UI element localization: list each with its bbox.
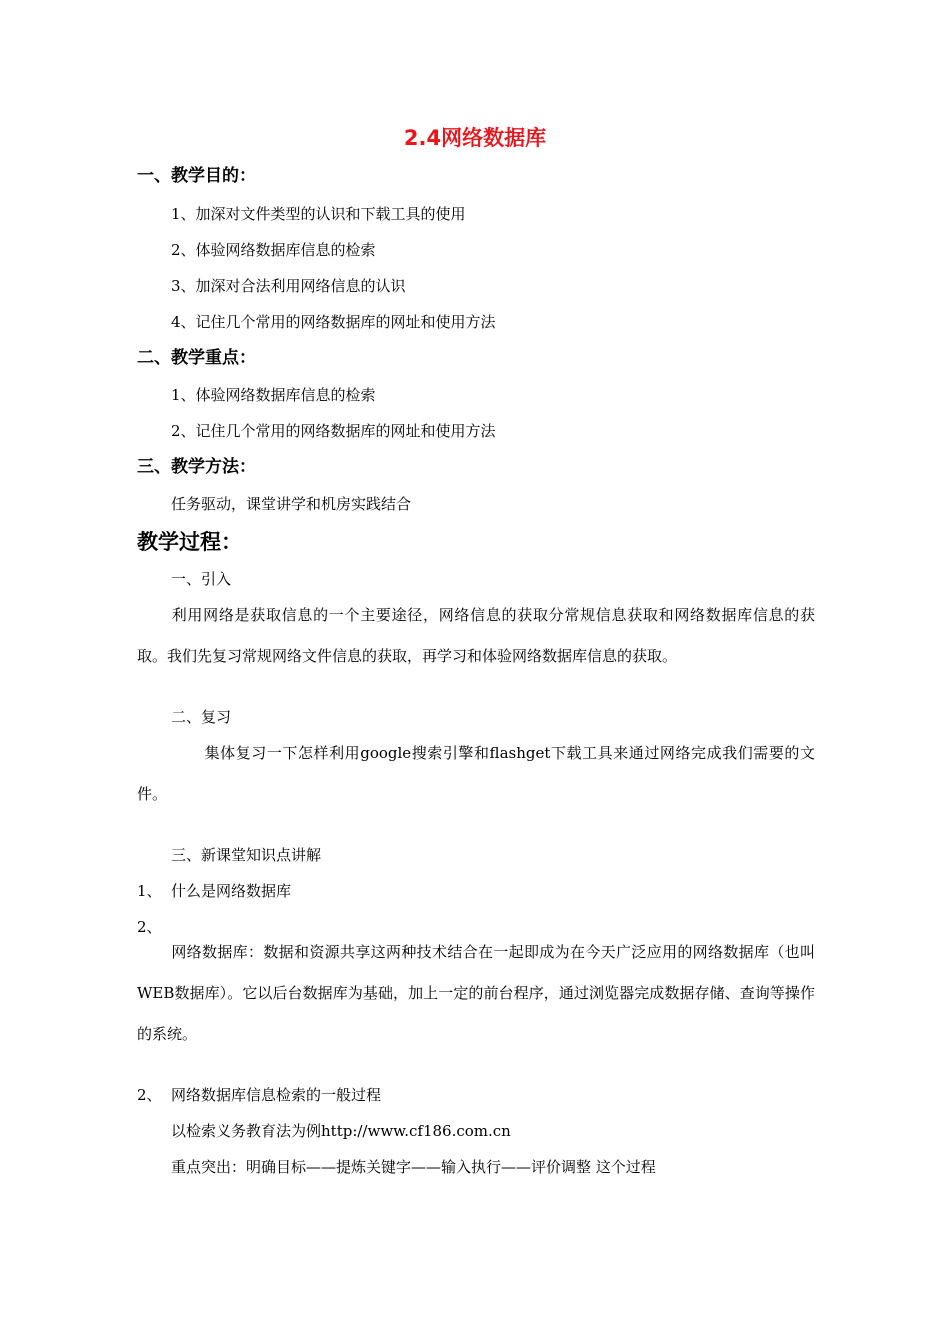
objective-item: 4、记住几个常用的网络数据库的网址和使用方法 bbox=[171, 313, 496, 331]
example-text: 以检索义务教育法为例http://www.cf186.com.cn bbox=[171, 1122, 511, 1140]
intro-text: 利用网络是获取信息的一个主要途径，网络信息的获取分常规信息获取和网络数据库信息的获取。我们先复习常规网络文件信息的获取，再学习和体验网络数据库信息的获取。 bbox=[137, 606, 815, 665]
definition-paragraph bbox=[137, 932, 815, 1055]
objectives-heading: 一、教学目的： bbox=[137, 166, 256, 186]
review-heading: 二、复习 bbox=[171, 708, 232, 726]
key-point-item: 1、体验网络数据库信息的检索 bbox=[171, 386, 376, 404]
definition-text: 网络数据库：数据和资源共享这两种技术结合在一起即成为在今天广泛应用的网络数据库（也叫WEB数据库）。它以后台数据库为基础，加上一定的前台程序，通过浏览器完成数据存储、查询等操作的系统。 bbox=[137, 943, 815, 1043]
emphasis-text: 重点突出：明确目标——提炼关键字——输入执行——评价调整 这个过程 bbox=[171, 1158, 656, 1176]
question-3-number: 2、 bbox=[137, 1086, 162, 1104]
review-paragraph bbox=[137, 733, 815, 815]
intro-paragraph bbox=[137, 595, 815, 677]
methods-text: 任务驱动，课堂讲学和机房实践结合 bbox=[171, 495, 412, 513]
objective-item: 2、体验网络数据库信息的检索 bbox=[171, 241, 376, 259]
methods-heading: 三、教学方法： bbox=[137, 457, 256, 477]
key-point-item: 2、记住几个常用的网络数据库的网址和使用方法 bbox=[171, 422, 496, 440]
new-knowledge-heading: 三、新课堂知识点讲解 bbox=[171, 846, 322, 864]
question-2-number: 2、 bbox=[137, 918, 162, 936]
process-heading: 教学过程： bbox=[137, 530, 242, 554]
key-points-heading: 二、教学重点： bbox=[137, 348, 256, 368]
objective-item: 1、加深对文件类型的认识和下载工具的使用 bbox=[171, 205, 466, 223]
intro-heading: 一、引入 bbox=[171, 570, 232, 588]
question-1-number: 1、 bbox=[137, 882, 162, 900]
question-3-text: 网络数据库信息检索的一般过程 bbox=[171, 1086, 382, 1104]
review-text: 集体复习一下怎样利用google搜索引擎和flashget下载工具来通过网络完成我们需要的文件。 bbox=[137, 744, 815, 803]
question-1-text: 什么是网络数据库 bbox=[171, 882, 292, 900]
objective-item: 3、加深对合法利用网络信息的认识 bbox=[171, 277, 406, 295]
document-title: 2.4网络数据库 bbox=[403, 126, 547, 150]
